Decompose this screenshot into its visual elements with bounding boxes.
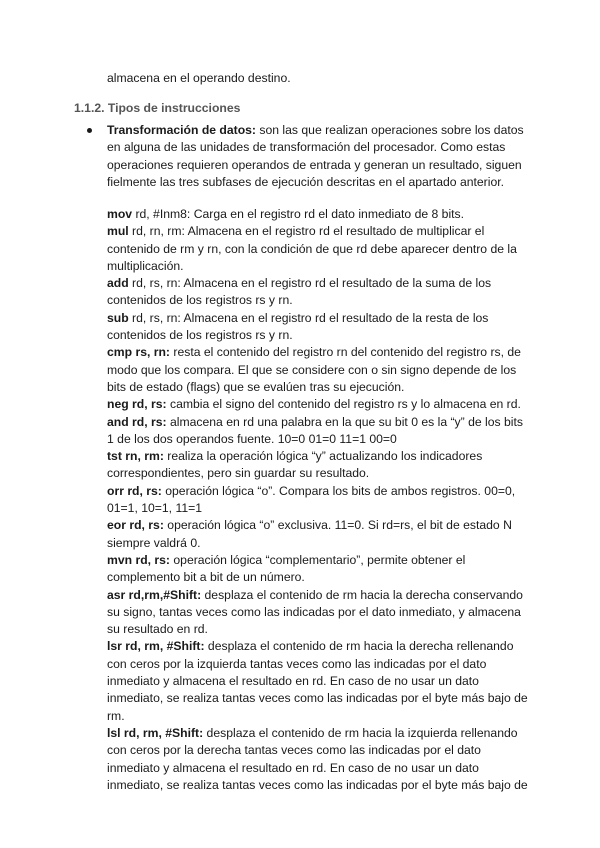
instruction-desc: Almacena en el registro rd el resultado de multiplicar el contenido de rm y rn, con la condición de que rd debe aparecer dentro de la multiplicación. (107, 224, 517, 273)
instruction-list (107, 206, 529, 794)
instruction-mnemonic: lsr rd, rm, #Shift: (107, 639, 205, 654)
instruction-desc: realiza la operación lógica “y” actualizando los indicadores correspondientes, pero sin guardar su resultado. (107, 449, 483, 481)
instruction-operands: rd, rs, rn: (128, 310, 181, 325)
instruction-desc: desplaza el contenido de rm hacia la derecha rellenando con ceros por la izquierda tantas veces como las indicadas por el dato inmediato y almacena el resultado en rd. En caso de no usar un dato inmediato, se realiza tantas veces como las indicadas por el byte más bajo de rm. (107, 639, 528, 723)
instruction-desc: Almacena en el registro rd el resultado de la suma de los contenidos de los registros rs y rn. (107, 276, 492, 308)
instruction-desc: desplaza el contenido de rm hacia la derecha conservando su signo, tantas veces como las indicadas por el dato inmediato, y almacena su resultado en rd. (107, 587, 523, 637)
instruction-mnemonic: and rd, rs: (107, 414, 167, 429)
instruction-item (107, 517, 529, 552)
instruction-item (107, 344, 529, 396)
instruction-item (107, 223, 529, 275)
instruction-mnemonic: tst rn, rm: (107, 449, 164, 464)
instruction-desc: operación lógica “o”. Compara los bits de ambos registros. 00=0, 01=1, 10=1, 11=1 (107, 483, 516, 516)
instruction-mnemonic: mvn rd, rs: (107, 552, 170, 567)
instruction-item (107, 638, 529, 724)
instruction-mnemonic: add (107, 276, 129, 291)
instruction-mnemonic: mov (107, 207, 133, 221)
instruction-mnemonic: mul (107, 224, 129, 239)
continuation-text: almacena en el operando destino. (107, 71, 291, 85)
instruction-mnemonic: orr rd, rs: (107, 483, 162, 498)
instruction-item (107, 206, 529, 223)
instruction-mnemonic: asr rd,rm,#Shift: (107, 587, 202, 602)
instruction-item (107, 414, 529, 449)
bullet-term: Transformación de datos: (107, 123, 256, 137)
instruction-operands: rd, rs, rn: (128, 276, 181, 291)
instruction-operands: rd, #Inm8: (132, 207, 191, 221)
bullet-marker (87, 128, 92, 133)
instruction-item (107, 275, 529, 310)
instruction-desc: Carga en el registro rd el dato inmediato de 8 bits. (190, 207, 465, 221)
instruction-mnemonic: lsl rd, rm, #Shift: (107, 725, 204, 740)
bullet-body: son las que realizan operaciones sobre los datos en alguna de las unidades de transformación del procesador. Como estas operaciones requieren operandos de entrada y generan un resultado, siguen fielmente las tres subfases de ejecución descritas en el apartado anterior. (107, 123, 524, 189)
instruction-operands: rd, rn, rm: (128, 224, 185, 239)
instruction-item (107, 396, 529, 413)
instruction-item (107, 587, 529, 639)
instruction-desc: operación lógica “o” exclusiva. 11=0. Si rd=rs, el bit de estado N siempre valdrá 0. (107, 518, 512, 550)
instruction-item (107, 483, 529, 518)
instruction-item (107, 310, 529, 345)
instruction-desc: operación lógica “complementario”, permite obtener el complemento bit a bit de un número. (107, 552, 466, 585)
instruction-desc: resta el contenido del registro rn del contenido del registro rs, de modo que los compara. El que se considere con o sin signo depende de los bits de estado (flags) que se evalúen tras su ejecución. (107, 345, 521, 394)
section-heading: 1.1.2. Tipos de instrucciones (74, 101, 241, 115)
instruction-mnemonic: neg rd, rs: (107, 397, 167, 412)
instruction-item (107, 448, 529, 483)
instruction-desc: almacena en rd una palabra en la que su bit 0 es la “y” de los bits 1 de los dos operandos fuente. 10=0 01=0 11=1 00=0 (107, 414, 523, 446)
instruction-mnemonic: eor rd, rs: (107, 518, 164, 533)
bullet-item (87, 122, 527, 191)
instruction-item (107, 552, 529, 587)
bullet-paragraph (107, 122, 527, 191)
instruction-desc: Almacena en el registro rd el resultado de la resta de los contenidos de los registros rs y rn. (107, 310, 489, 343)
instruction-mnemonic: cmp rs, rn: (107, 345, 170, 360)
instruction-desc: desplaza el contenido de rm hacia la izquierda rellenando con ceros por la derecha tantas veces como las indicadas por el dato inmediato y almacena el resultado en rd. En caso de no usar un dato inmediato, se realiza tantas veces como las indicadas por el byte más bajo de (107, 725, 528, 792)
instruction-desc: cambia el signo del contenido del registro rs y lo almacena en rd. (166, 397, 521, 412)
instruction-mnemonic: sub (107, 310, 129, 325)
instruction-item (107, 725, 529, 794)
